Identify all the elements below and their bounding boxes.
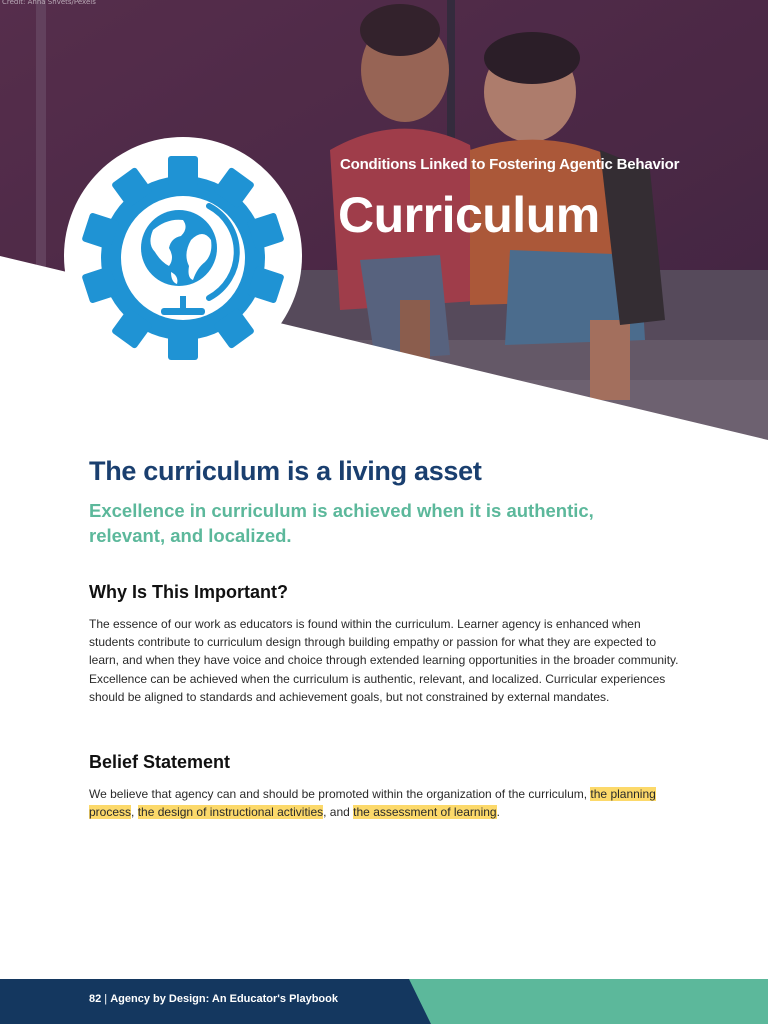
highlight-instructional-activities: the design of instructional activities [137,805,324,820]
globe-gear-icon [64,137,302,375]
why-heading: Why Is This Important? [89,582,289,602]
belief-paragraph [89,785,684,821]
belief-end: . [496,805,500,820]
belief-intro: We believe that agency can and should be promoted within the organization of the curriculum, [89,787,591,801]
publication-title: Agency by Design: An Educator's Playbook [110,993,338,1005]
why-paragraph: The essence of our work as educators is found within the curriculum. Learner agency is enhanced when students contribute to curriculum design through building empathy or passion for what they are expected to learn, and when they have voice and choice through extended learning opportunities in the broader community. Excellence can be achieved when the curriculum is authentic, relevant, and localized. Curricular experiences should be aligned to standards and achievement goals, but not constrained by external mandates. [89,617,679,704]
highlight-planning-process: the planning process [89,787,656,820]
photo-credit: Credit: Anna Shvets/Pexels [2,0,96,6]
page-title: Curriculum [338,187,600,243]
hero-kicker: Conditions Linked to Fostering Agentic Behavior [340,156,680,173]
highlight-assessment: the assessment of learning [353,805,497,820]
page-number: 82 [89,993,102,1005]
footer-separator: | [101,993,111,1005]
belief-heading: Belief Statement [89,752,231,772]
belief-separator: , and [323,805,354,820]
footer-label [89,993,338,1005]
section-title: The curriculum is a living asset [89,456,482,486]
section-subtitle: Excellence in curriculum is achieved when it is authentic, relevant, and localized. [89,500,594,546]
icon-badge [64,137,302,375]
belief-separator: , [131,805,138,820]
